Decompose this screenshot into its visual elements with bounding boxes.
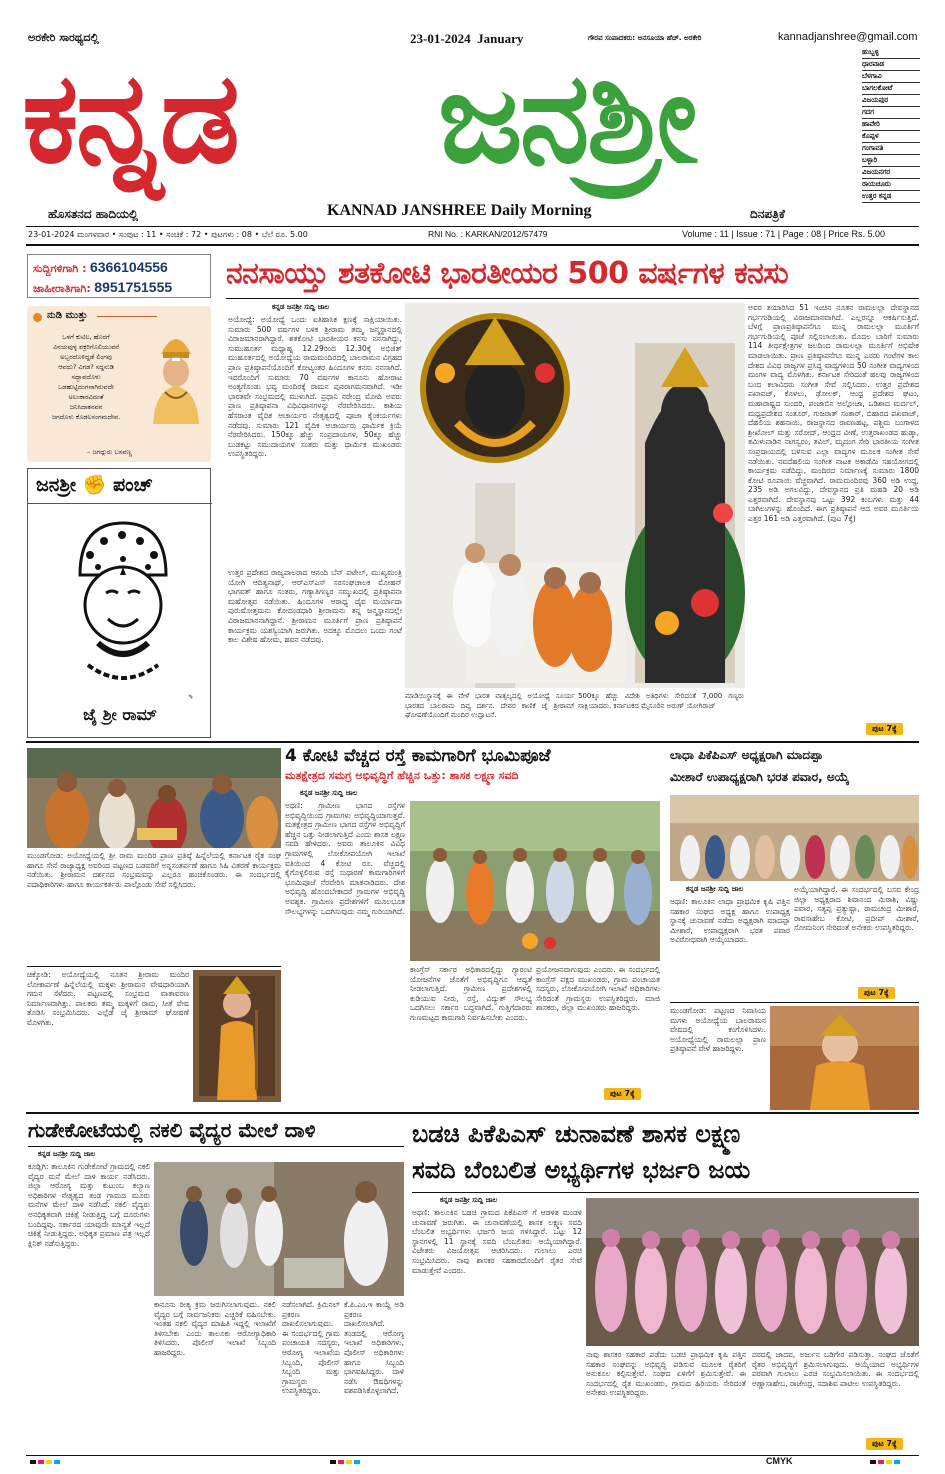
district-item: ಉತ್ತರ ಕನ್ನಡ — [862, 191, 920, 203]
lead-byline: ಕನ್ನಡ ಜನಶ್ರೀ ಸುದ್ದಿ ಜಾಲ — [272, 303, 330, 311]
brief2-text: ಚಿಕ್ಕೋಡಿ: ಅಯೋಧ್ಯೆಯಲ್ಲಿ ನೂತನ ಶ್ರೀರಾಮ ಮಂದಿರ ಲೋಕಾರ್ಪಣೆ ಹಿನ್ನೆಲೆಯಲ್ಲಿ ಮಕ್ಕಳು ಶ್ರೀರಾಮನ ವೇಷಧಾರಿಯಾಗಿ ಗಮನ ಸೆಳೆದರು. ಪಟ್ಟಣದಲ್ಲಿ ಸಂಭ್ರಮದ ವಾತಾವರಣ ನಿರ್ಮಾಣವಾಗಿತ್ತು. ಪಾಲಕರು ತಮ್ಮ ಮಕ್ಕಳಿಗೆ ರಾಮ, ಸೀತೆ ವೇಷ ತೊಡಿಸಿ ಸಂಭ್ರಮಿಸಿದರು. ಎಲ್ಲೆಡೆ ಜೈ ಶ್ರೀರಾಮ್ ಘೋಷಣೆ ಮೊಳಗಿತು. — [27, 970, 189, 1027]
story2-photo — [410, 801, 660, 961]
divider — [26, 741, 919, 743]
masthead-top-left: ಅರಕೇರಿ ಸಾರಥ್ಯದಲ್ಲಿ — [28, 31, 99, 44]
story5-headline-wrap — [412, 1116, 919, 1188]
lead-body-col3: ಅವರ ತಯಾರಿಸಿದ 51 ಇಂಚಿನ ನೂತನ ರಾಮಲಲ್ಲಾ ದೇವಸ್ಥಾನದ ಗರ್ಭಗುಡಿಯಲ್ಲಿ ವಿರಾಜಮಾನವಾಗಿದೆ. ಎಲ್ಲರನ್ನೂ ಆಕರ್ಷಿಸುತ್ತಿದೆ. ಬೆಳಗ್ಗೆ ಪ್ರಾಣಪ್ರತಿಷ್ಠಾಪನೆಗೂ ಮುನ್ನ ರಾಮಲಲ್ಲಾ ಮೂರ್ತಿಗೆ ಗರ್ಭಗುಡಿಯಲ್ಲಿ ಪೂಜೆ ಸಲ್ಲಿಸಲಾಯಿತು. ಮೊದಲ ಬಾರಿಗೆ ಸುಮಾರು 114 ತೀರ್ಥಕ್ಷೇತ್ರಗಳ ಜಲದಿಂದ ರಾಮಲಲ್ಲಾ ಮೂರ್ತಿಗೆ ಅಭಿಷೇಕ ಮಾಡಲಾಯಿತು. ಪ್ರಾಣ ಪ್ರತಿಷ್ಠಾಪನೆಗೂ ಮುನ್ನ ಎರಡು ಗಂಟೆಗಳ ಕಾಲ ದೇಶದ ವಿವಿಧ ರಾಜ್ಯಗಳ ಪ್ರಸಿದ್ಧ ವಾದ್ಯಗಳಿಂದ 50 ಸಂಗೀತ ವಾದ್ಯಗಳಿಂದ ಮಂಗಳ ವಾದ್ಯ ಮೊಳಗಿತು. ಕರ್ನಾಟಕ ಸೇರಿದಂತೆ ಹಲವು ರಾಜ್ಯಗಳಿಂದ ಬಂದ ಕಲಾವಿದರು ಸಂಗೀತ ಸೇವೆ ಸಲ್ಲಿಸಿದರು. ಉತ್ತರ ಪ್ರದೇಶದ ಪಖಾವಜ್, ಕೊಳಲು, ಢೋಲಕ್, ಆಂಧ್ರ ಪ್ರದೇಶದ ಘಟಂ, ಮಹಾರಾಷ್ಟ್ರದ ಸುಂದರಿ, ಪಂಜಾಬಿನ ಅಲ್ಗೋಜಾ, ಒಡಿಶಾದ ಮರ್ದಲ್, ಮಧ್ಯಪ್ರದೇಶದ ಸಂತೂರ್, ಗುಜರಾತ್ ಸಂತಾರ್, ಬಿಹಾರದ ಪಖವಾಜ್, ದೆಹಲಿಯ ಶಹನಾಯಿ, ರಾಜಸ್ಥಾನದ ರಾವಣಹಟ್ಟ, ಪಶ್ಚಿಮ ಬಂಗಾಳದ ಶ್ರೀಖೋಲ್ ಮತ್ತು ಸರೋದ್, ಆಂಧ್ರದ ವೀಣೆ, ಉತ್ತರಾಖಂಡದ ಹುಡ್ಕಾ, ತಮಿಳುನಾಡಿನ ನಾಗಸ್ವರಂ, ತವಿಲ್, ಮೃದಂಗ ಸೇರಿ ಭಾರತೀಯ ಸಂಗೀತ ಸಂಪ್ರದಾಯದಲ್ಲಿ ಬಳಸುವ ಎಲ್ಲಾ ವಾದ್ಯಗಳ ಮೂಲಕ ಸಂಗೀತ ಸೇವೆ ನಡೆಯಿತು. ನವದೆಹಲಿಯ ಸಂಗೀತ ನಾಟಕ ಅಕಾಡೆಮಿ ಸಹಯೋಗದಲ್ಲಿ ಕಾರ್ಯಕ್ರಮ ನಡೆದಿದ್ದು, ಮಂದಿರದ ನಿರ್ಮಾಣಕ್ಕೆ ಸುಮಾರು 1800 ಕೋಟಿ ರೂಪಾಯಿ ವೆಚ್ಚವಾಗಿದೆ. ರಾಮಮಂದಿರವು 360 ಅಡಿ ಉದ್ದ, 235 ಅಡಿ ಅಗಲವಿದ್ದು, ದೇವಸ್ಥಾನದ ಪ್ರತಿ ಮಹಡಿ 20 ಅಡಿ ಎತ್ತರವಾಗಿದೆ. ದೇವಸ್ಥಾನವು ಒಟ್ಟು 392 ಕಂಬಗಳು ಮತ್ತು 44 ಬಾಗಿಲುಗಳನ್ನು ಹೊಂದಿದೆ. ಈಗ ಪ್ರತಿಷ್ಠಾಪನೆ ಆದ ಅವರ ಮೂರ್ತಿಯ ಎತ್ತರ 161 ಅಡಿ ಎತ್ತರವಾಗಿದೆ. (ಪುಟ 7ಕ್ಕೆ) — [748, 303, 919, 524]
story4-byline: ಕನ್ನಡ ಜನಶ್ರೀ ಸುದ್ದಿ ಜಾಲ — [38, 1150, 96, 1158]
lead-more-tag[interactable]: ಪುಟ 7ಕ್ಕೆ — [866, 723, 903, 735]
divider — [28, 503, 212, 504]
quote-title: ನುಡಿ ಮುತ್ತು — [47, 310, 88, 321]
story3-more-tag[interactable]: ಪುಟ 7ಕ್ಕೆ — [858, 987, 895, 999]
masthead-tagline-left: ಹೊಸತನದ ಹಾದಿಯಲ್ಲಿ — [48, 207, 139, 221]
story3-headline-wrap — [670, 744, 919, 788]
lead-body-col1b: ಉತ್ತರ ಪ್ರದೇಶದ ರಾಜ್ಯಪಾಲರಾದ ಆನಂದಿ ಬೆನ್ ಪಟೇಲ್, ಮುಖ್ಯಮಂತ್ರಿ ಯೋಗಿ ಆದಿತ್ಯನಾಥ್, ಆರ್‌ಎಸ್‌ಎಸ್ ಸರಸಂಘಚಾಲಕ ಮೋಹನ್ ಭಾಗವತ್ ಹಾಗೂ ಸಂತರು, ಗಣ್ಯಾತಿಗಣ್ಯರ ಸಮ್ಮುಖದಲ್ಲಿ ಪ್ರತಿಷ್ಠಾಪನಾ ಮಹೋತ್ಸವ ನಡೆಯಿತು. ಹಿಂದೂಗಳ ಆರಾಧ್ಯ ದೈವ ಮರ್ಯಾದಾ ಪುರುಷೋತ್ತಮನು ಕೋದಂಡಧಾರಿ ಶ್ರೀರಾಮನು ತನ್ನ ಜನ್ಮಸ್ಥಾನದಲ್ಲೇ ವಿರಾಜಮಾನನಾಗಿದ್ದಾನೆ. ಶ್ರೀರಾಮನ ಮೂರ್ತಿಗೆ ಪ್ರಾಣ ಪ್ರತಿಷ್ಠಾಪನೆ ಕಾರ್ಯಕ್ರಮ ಯಶಸ್ವಿಯಾಗಿ ಜರುಗಿತು. ಅದಕ್ಕೂ ಮೊದಲು ಒಂದು ಗಂಟೆ ಕಾಲ ವಿಶೇಷ ಹೋಮ, ಹವನ ನಡೆದವು. — [228, 568, 402, 645]
contact-news: ಸುದ್ದಿಗಳಿಗಾಗಿ : 6366104556 — [33, 259, 168, 275]
story3-body-col2: ಅಯ್ಕೆಯಾಗಿದ್ದಾರೆ. ಈ ಸಂದರ್ಭದಲ್ಲಿ ಬಸವ ಕೇಂದ್ರ ಜಿಲ್ಲಾ ಅಧ್ಯಕ್ಷರಾದ ಶಿವಾನಂದ ಮಿರಾಶಿ, ವಿಷ್ಣು ಪವಾರ, ಸತ್ಯಪ್ಪ ಪ್ರತ್ಯುಷ್ಟಾ, ರಾಮಚಂದ್ರ ಮೀಶಾರೆ, ರಾವಸಾಹೇಬ ಕೋಟಿ, ಪ್ರದೀಪ್ ಮೀಶಾರೆ, ಸೋಮನಿಂಗ ಸೇರಿದಂತೆ ಅನೇಕರು ಉಪಸ್ಥಿತರಿದ್ದರು. — [794, 885, 919, 933]
lead-body-col1: ಅಯೋಧ್ಯೆ: ಅಯೋಧ್ಯೆ ಒಂದು ಐತಿಹಾಸಿಕ ಕ್ಷಣಕ್ಕೆ ಸಾಕ್ಷಿಯಾಯಿತು. ಸುಮಾರು 500 ವರ್ಷಗಳ ಬಳಿಕ ಶ್ರೀರಾಮ ತಮ್ಮ ಜನ್ಮಸ್ಥಾನದಲ್ಲಿ ವಿರಾಜಮಾನರಾಗಿದ್ದಾರೆ. ಶತಕೋಟಿ ಭಾರತೀಯರ ಕನಸು ನನಸಾಗಿದ್ದು, ಸುಮುಹೂರ್ತ ಮಧ್ಯಾಹ್ನ 12.29ರಿಂದ 12.30ಕ್ಕೆ ಅಭಿಜಿತ್ ಮುಹೂರ್ತದಲ್ಲಿ ಅಯೋಧ್ಯೆಯ ರಾಮಮಂದಿರದಲ್ಲಿ ಬಾಲರಾಮನ ವಿಗ್ರಹದ ಪ್ರಾಣ ಪ್ರತಿಷ್ಠಾಪನೆಯೊಂದಿಗೆ ಕೋಟ್ಯಂತರ ಹಿಂದೂಗಳ ಕನಸು ನನಸಾಗಿದೆ. ಇದರೊಂದಿಗೆ ಸುಮಾರು 70 ವರ್ಷಗಳ ಕಾನೂನು ಹೋರಾಟ ಅಂತ್ಯಗೊಂಡು ಭವ್ಯ ಮಂದಿರಕ್ಕೆ ರಾಮನ ಪುನರಾಗಮನವಾಗಿದೆ. ಇಡೀ ಭಾರತವೇ ಸಂಭ್ರಮದಲ್ಲಿ ಮುಳುಗಿದೆ. ಪ್ರಧಾನಿ ನರೇಂದ್ರ ಮೋದಿ ಅವರು ಪ್ರಾಣ ಪ್ರತಿಷ್ಠಾಪನಾ ವಿಧಿವಿಧಾನಗಳನ್ನು ನೆರವೇರಿಸಿದರು. ಕಾಶಿಯ ಹೆಸರಾಂತ ವೈದಿಕ ಆಚಾರ್ಯರ ನೇತೃತ್ವದಲ್ಲಿ ಪೂಜಾ ಕೈಂಕರ್ಯಗಳು ನಡೆದವು. ಸುಮಾರು 121 ವೈದಿಕ ಆಚಾರ್ಯರು ಧಾರ್ಮಿಕ ಕ್ರಿಯೆ ನೆರವೇರಿಸಿದರು. 150ಕ್ಕೂ ಹೆಚ್ಚು ಸಂಪ್ರದಾಯಗಳ, 50ಕ್ಕೂ ಹೆಚ್ಚು ಬುಡಕಟ್ಟು ಸಮುದಾಯಗಳ ಸಂತರು ಮತ್ತು ಧಾರ್ಮಿಕ ಮುಖಂಡರು ಉಪಸ್ಥಿತರಿದ್ದರು. — [228, 315, 402, 459]
brief3-photo — [770, 1006, 919, 1110]
district-item: ಗದಗ — [862, 107, 920, 119]
masthead-title-red: ಕನ್ನಡ — [22, 44, 238, 191]
lead-headline: ನನಸಾಯ್ತು ಶತಕೋಟಿ ಭಾರತೀಯರ 500 ವರ್ಷಗಳ ಕನಸು — [226, 256, 789, 291]
story2-body-col2: ಕಾಂಗ್ರೆಸ್ ಸರ್ಕಾರ ಅಧಿಕಾರದಲ್ಲಿದ್ದು ಗ್ಯಾರಂಟಿ ಯೋಜನೆಗಳ ಜೊತೆಗೆ ಅಭಿವೃದ್ಧಿಗೂ ಆದ್ಯತೆ ನೀಡಲಾಗುತ್ತಿದೆ. ಗ್ರಾಮೀಣ ಪ್ರದೇಶಗಳಲ್ಲಿ ಕುಡಿಯುವ ನೀರು, ರಸ್ತೆ, ವಿದ್ಯುತ್ ಸೌಲಭ್ಯ ಒದಗಿಸಲು ಸರ್ಕಾರ ಬದ್ಧವಾಗಿದೆ. ಗುತ್ತಿಗೆದಾರರು ಗುಣಮಟ್ಟದ ಕಾಮಗಾರಿ ನಿರ್ವಹಿಸಬೇಕು ಎಂದರು. — [410, 965, 532, 1022]
story5-byline: ಕನ್ನಡ ಜನಶ್ರೀ ಸುದ್ದಿ ಜಾಲ — [440, 1196, 498, 1204]
brief2-photo — [193, 970, 281, 1102]
lead-caption-left: ಮಾಡಿಯಿಸ್ಥಾನಕ್ಕೆ ಈ ವೇಳೆ ಭಾರತ ವಾತ್ಸಲ್ಯದಲ್ಲಿ ಅಯೋಧ್ಯೆ ಸೂರ್ಯ ಭಾರತದ ಬಾಲರಾಮ ದಿವ್ಯ ದರ್ಶನ. ದೇವರ ಕಾಣಿಕೆ ಜೈ ಶ್ರೀರಾಮ್ ಘೋಷಣೆಯೊಂದಿಗೆ ಮಂದಿರ ಉದ್ಘಾಟನೆ. — [405, 692, 575, 720]
district-item: ಕೊಪ್ಪಳ — [862, 131, 920, 143]
brief3-text: ಮುಂಡಗೋಡ: ಪಟ್ಟಣದ ನಿವಾಸಿಯ ಮಗಳು ಅಯೋಧ್ಯೆಯ ಬಾಲರಾಮನ ವೇಷದಲ್ಲಿ ಕಂಗೊಳಿಸಿದಳು. ಅಯೋಧ್ಯೆಯಲ್ಲಿ ರಾಮಲಲ್ಲಾ ಪ್ರಾಣ ಪ್ರತಿಷ್ಠಾಪನೆ ವೇಳೆ ಹಾಜರಿದ್ದಳು. — [670, 1006, 766, 1054]
quote-box — [27, 306, 211, 462]
quote-lines: ಒಳಗೆ ಕುಟಿಲ, ಹೊರಗೆ ವಿನಯವುಳ್ಳ ವಕ್ರರಿಗೊಲಿಯುವನೆ ಅಬ್ಬರದೊಳಿದ್ದಡೆ ಲಿಂಗವು ಆವದು? ವಿಗಡ? ಸದ್ದನುಡಿ ಸದ್ಭಾವದೊಳು ಒಡಹುಟ್ಟಿದಂಗನಾಗಿರುವದೇ ಅಲಂಕಾರವಿದಂತೆ ಜನಿಸಿದಾತನವನ ಜಗದೊಳು ಕೊಡಲಸಂಗಮದೇವ. — [51, 333, 121, 421]
story3-headline-2: ಮೀಶಾರೆ ಉಪಾಧ್ಯಕ್ಷರಾಗಿ ಭರತ ಪವಾರ, ಅಯ್ಕೆ — [670, 770, 850, 784]
story3-body-col1: ಅಥಣಿ: ತಾಲೂಕಿನ ಲಾಧಾ ಪ್ರಾಥಮಿಕ ಕೃಷಿ ಪತ್ತಿನ ಸಹಕಾರ ಸಂಘದ ಅಧ್ಯಕ್ಷ ಹಾಗೂ ಉಪಾಧ್ಯಕ್ಷ ಸ್ಥಾನಕ್ಕೆ ಚುನಾವಣೆ ನಡೆದು ಅಧ್ಯಕ್ಷರಾಗಿ ಮಾದಪ್ಪಾ ಮೀಶಾರೆ, ಉಪಾಧ್ಯಕ್ಷರಾಗಿ ಭರತ ಪವಾರ ಅವಿರೋಧವಾಗಿ ಆಯ್ಕೆಯಾದರು. — [670, 897, 790, 945]
cmyk-label: CMYK — [766, 1456, 793, 1466]
masthead-editor: ಗೌರವ ಸಂಪಾದಕರು: ಅನಸೂಯಾ ಹೆಚ್. ಅರಕೇರಿ — [588, 34, 702, 42]
cartoon-signature: ✎ — [187, 692, 194, 699]
story4-headline: ಗುಡೇಕೋಟೆಯಲ್ಲಿ ನಕಲಿ ವೈದ್ಯರ ಮೇಲೆ ದಾಳಿ — [28, 1118, 316, 1142]
story5-headline-1: ಬಡಚಿ ಪಿಕೆಪಿಎಸ್ ಚುನಾವಣೆ ಶಾಸಕ ಲಕ್ಷ್ಮಣ — [412, 1120, 741, 1148]
lead-photo — [405, 303, 745, 688]
story2-subhead: ಮತಕ್ಷೇತ್ರದ ಸಮಗ್ರ ಅಭಿವೃದ್ಧಿಗೆ ಹೆಚ್ಚಿನ ಒತ್ತು: ಶಾಸಕ ಲಕ್ಷ್ಮಣ ಸವದಿ — [285, 769, 519, 782]
district-item: ಧಾರವಾಡ — [862, 59, 920, 71]
story2-headline-wrap — [285, 744, 665, 784]
contact-box — [27, 254, 211, 298]
story2-body-col1: ಅಥಣಿ: ಗ್ರಾಮೀಣ ಭಾಗದ ರಸ್ತೆಗಳ ಅಭಿವೃದ್ಧಿಯಿಂದ ಗ್ರಾಮಗಳು ಅಭಿವೃದ್ಧಿಯಾಗುತ್ತವೆ. ಮತಕ್ಷೇತ್ರದ ಗ್ರಾಮೀಣ ಭಾಗದ ರಸ್ತೆಗಳ ಅಭಿವೃದ್ಧಿಗೆ ಹೆಚ್ಚಿನ ಒತ್ತು ನೀಡಲಾಗುತ್ತಿದೆ ಎಂದು ಶಾಸಕ ಲಕ್ಷ್ಮಣ ಸವದಿ ಹೇಳಿದರು. ಅವರು ತಾಲೂಕಿನ ವಿವಿಧ ಗ್ರಾಮಗಳಲ್ಲಿ ಲೋಕೋಪಯೋಗಿ ಇಲಾಖೆ ವತಿಯಿಂದ 4 ಕೋಟಿ ರೂ. ವೆಚ್ಚದಲ್ಲಿ ಕೈಗೊಳ್ಳಲಿರುವ ರಸ್ತೆ ಸುಧಾರಣೆ ಕಾಮಗಾರಿಗಳಿಗೆ ಭೂಮಿಪೂಜೆ ನೆರವೇರಿಸಿ ಮಾತನಾಡಿದರು. ದೇಶ ಅಭಿವೃದ್ಧಿ ಹೊಂದಬೇಕಾದರೆ ಗ್ರಾಮಗಳ ಅಭಿವೃದ್ಧಿ ಅವಶ್ಯಕ. ಗ್ರಾಮೀಣ ಪ್ರದೇಶಗಳಿಗೆ ಮೂಲಭೂತ ಸೌಲಭ್ಯಗಳನ್ನು ಒದಗಿಸುವುದು ನಮ್ಮ ಗುರಿಯಾಗಿದೆ. — [285, 801, 405, 916]
story5-more-tag[interactable]: ಪುಟ 7ಕ್ಕೆ — [866, 1438, 903, 1450]
story5-body-col3: ದರದಲ್ಲಿ ಜಾದವ, ಅರ್ಜುನ ಬಡಿಗೇರ ಪಡಿಸುತ್ತಾ. ಸಂಘದ ಜೊತೆಗೆ ರೈತರ ಅಭಿವೃದ್ಧಿಗೆ ಶ್ರಮಿಸಲಾಗುವುದು. ಆಯ್ಕೆಯಾದ ಅಭ್ಯರ್ಥಿಗಳ ಪರವಾಗಿ ಗುಲಾಲು ಎರಚಿ ಸಂಭ್ರಮಿಸಲಾಯಿತು. ಈ ಸಂದರ್ಭದಲ್ಲಿ ಅಣ್ಣಾಸಾಹೇಬ, ರಾಜೇಂದ್ರ, ಸದಾಶಿವ ಪಾಟೀಲ ಉಪಸ್ಥಿತರಿದ್ದರು. — [752, 1350, 919, 1388]
story3-photo — [670, 795, 919, 881]
district-item: ವಿಜಯನಗರ — [862, 167, 920, 179]
bullet-icon — [33, 313, 42, 322]
story4-body-col3: ನಡೆಸಲಾಗಿದೆ. ಕ್ರಿಮಿನಲ್ ಪ್ರಕರಣ ದಾಖಲಿಸಲಾಗುವುದು. ಈ ಸಂದರ್ಭದಲ್ಲಿ ಗ್ರಾಮ ಪಂಚಾಯತಿ ಸದಸ್ಯರು, ಆರೋಗ್ಯ ಇಲಾಖೆಯ ಸಿಬ್ಬಂದಿ, ಪೊಲೀಸ್ ಸಿಬ್ಬಂದಿ ಮತ್ತು ಗ್ರಾಮಸ್ಥರು ಉಪಸ್ಥಿತರಿದ್ದರು. — [282, 1300, 340, 1396]
story3-headline-1: ಲಾಧಾ ಪಿಕೆಪಿಎಸ್ ಅಧ್ಯಕ್ಷರಾಗಿ ಮಾದಪ್ಪಾ — [670, 748, 823, 762]
story5-photo — [586, 1198, 919, 1346]
story4-body-col1: ಕೂಡ್ಲಿಗಿ: ತಾಲೂಕಿನ ಗುಡೇಕೋಟೆ ಗ್ರಾಮದಲ್ಲಿ ನಕಲಿ ವೈದ್ಯರ ಮನೆ ಮೇಲೆ ದಾಳಿ ಕಾರ್ಯ ನಡೆಸಿದರು. ಜಿಲ್ಲಾ ಆರೋಗ್ಯ ಮತ್ತು ಕುಟುಂಬ ಕಲ್ಯಾಣ ಅಧಿಕಾರಿಗಳ ನೇತೃತ್ವದ ತಂಡ ಗ್ರಾಮದ ಮೂರು ಮನೆಗಳ ಮೇಲೆ ದಾಳಿ ನಡೆಸಿದೆ. ನಕಲಿ ವೈದ್ಯರು ಅನಧಿಕೃತವಾಗಿ ಚಿಕಿತ್ಸೆ ನೀಡುತ್ತಿದ್ದ ಬಗ್ಗೆ ದೂರುಗಳು ಬಂದಿದ್ದವು. ಸರ್ಕಾರದ ಯಾವುದೇ ಮಾನ್ಯತೆ ಇಲ್ಲದೆ ಚಿಕಿತ್ಸೆ ನೀಡುತ್ತಿದ್ದರು. ಅಧಿಕೃತ ಪ್ರಮಾಣ ಪತ್ರ ಇಲ್ಲದೆ ಕ್ಲಿನಿಕ್ ನಡೆಸುತ್ತಿದ್ದರು. — [28, 1162, 150, 1248]
masthead-tagline-right: ದಿನಪತ್ರಿಕೆ — [750, 207, 785, 221]
district-list — [862, 47, 920, 203]
color-bar-left — [30, 1460, 60, 1464]
divider — [27, 966, 281, 967]
divider — [26, 226, 919, 227]
masthead-email[interactable]: kannadjanshree@gmail.com — [778, 31, 918, 43]
masthead-english-name: KANNAD JANSHREE Daily Morning — [327, 202, 592, 219]
story5-headline-2: ಸವದಿ ಬೆಂಬಲಿತ ಅಭ್ಯರ್ಥಿಗಳ ಭರ್ಜರಿ ಜಯ — [412, 1156, 751, 1184]
masthead-date: 23-01-2024 January — [410, 31, 524, 46]
district-item: ವಿಜಯಪುರ — [862, 95, 920, 107]
district-item: ಬಳ್ಳಾರಿ — [862, 155, 920, 167]
story5-body-col2: ನಾವು ಶಾಸಕರ ಸಹಕಾರ ಪಡೆದು ಬಡಚಿ ಪ್ರಾಥಮಿಕ ಕೃಷಿ ಪತ್ತಿನ ಸಹಕಾರ ಸಂಘವನ್ನು ಅಭಿವೃದ್ಧಿ ಪಡಿಸುವ ಮೂಲಕ ರೈತರಿಗೆ ಅನುಕೂಲ ಕಲ್ಪಿಸುತ್ತೇವೆ. ಸಂಘದ ಏಳಿಗೆಗೆ ಶ್ರಮಿಸುತ್ತೇವೆ. ಈ ಸಂದರ್ಭದಲ್ಲಿ ರೈತ ಮುಖಂಡರು, ಗ್ರಾಮದ ಹಿರಿಯರು ಸೇರಿದಂತೆ ಅನೇಕರು ಉಪಸ್ಥಿತರಿದ್ದರು. — [586, 1350, 746, 1398]
story2-body-col3: ಪ್ರಯೋಜನವಾಗುವುದು ಎಂದರು. ಈ ಸಂದರ್ಭದಲ್ಲಿ ಕಾಂಗ್ರೆಸ್ ಪಕ್ಷದ ಮುಖಂಡರು, ಗ್ರಾಮ ಪಂಚಾಯತ ಸದಸ್ಯರು, ಲೋಕೋಪಯೋಗಿ ಇಲಾಖೆ ಅಧಿಕಾರಿಗಳು ಸೇರಿದಂತೆ ಗ್ರಾಮಸ್ಥರು ಉಪಸ್ಥಿತರಿದ್ದರು. ಮಾಜಿ ಶಾಸಕರು, ಜಿಲ್ಲಾ ಮುಖಂಡರು ಹಾಜರಿದ್ದರು. — [536, 965, 660, 1013]
masthead-title-green: ಜನಶ್ರೀ — [438, 44, 695, 191]
district-item: ಗಂಗಾವತಿ — [862, 143, 920, 155]
brief1-text: ಮುಂಡಗೋಡ: ಅಯೋಧ್ಯೆಯಲ್ಲಿ ಶ್ರೀ ರಾಮ ಮಂದಿರ ಪ್ರಾಣ ಪ್ರತಿಷ್ಠೆ ಹಿನ್ನೆಲೆಯಲ್ಲಿ ಕರ್ನಾಟಕ ರೈತ ಸಂಘ ಹಾಗೂ ಸೇನೆ ರಾಜ್ಯಾಧ್ಯಕ್ಷ ಅವರಿಂದ ಪಟ್ಟಣದ ಬಡವರಿಗೆ ಅನ್ನಸಂತರ್ಪಣೆ ಹಾಗೂ ಸಿಹಿ ವಿತರಣೆ ಕಾರ್ಯಕ್ರಮ ನಡೆಯಿತು. ಶ್ರೀರಾಮನ ದರ್ಶನದ ಸಂಭ್ರಮವನ್ನು ಎಲ್ಲರೂ ಹಂಚಿಕೊಂಡರು. ಈ ಸಂದರ್ಭದಲ್ಲಿ ಪದಾಧಿಕಾರಿಗಳು ಹಾಗೂ ಕಾರ್ಯಕರ್ತರು ಪಾಲ್ಗೊಂಡು ಸೇವೆ ಸಲ್ಲಿಸಿದರು. — [27, 851, 281, 889]
district-item: ರಾಯಚೂರು — [862, 179, 920, 191]
divider — [412, 1192, 919, 1193]
divider — [28, 1146, 404, 1147]
lead-headline-wrap — [226, 253, 919, 297]
punch-caption: ಜೈ ಶ್ರೀ ರಾಮ್ — [83, 705, 157, 724]
punch-box — [27, 468, 211, 738]
divider — [26, 1112, 919, 1114]
story3-byline: ಕನ್ನಡ ಜನಶ್ರೀ ಸುದ್ದಿ ಜಾಲ — [686, 885, 744, 893]
district-item: ಹಾವೇರಿ — [862, 119, 920, 131]
info-bar-right: Volume : 11 | Issue : 71 | Page : 08 | Price Rs. 5.00 — [682, 229, 885, 239]
cartoon-drawing — [58, 515, 188, 695]
divider — [26, 244, 919, 246]
district-item: ಹುಬ್ಬಳ್ಳಿ — [862, 47, 920, 59]
story4-body-col4: ಕೆ.ಪಿ.ಎಂ.ಇ ಕಾಯ್ದೆ ಅಡಿ ಪ್ರಕರಣ ದಾಖಲಿಸಲಾಗಿದೆ. ತಂಡದಲ್ಲಿ ಆರೋಗ್ಯ ಇಲಾಖೆ ಅಧಿಕಾರಿಗಳು, ಪೊಲೀಸ್ ಅಧಿಕಾರಿಗಳು ಹಾಗೂ ಸಿಬ್ಬಂದಿ ಭಾಗವಹಿಸಿದ್ದರು. ದಾಳಿ ನಡೆಸಿ ಔಷಧಿಗಳನ್ನು ವಶಪಡಿಸಿಕೊಳ್ಳಲಾಗಿದೆ. — [344, 1300, 404, 1396]
info-bar-rni: RNI No. : KARKAN/2012/57479 — [428, 229, 548, 239]
quote-author: – ಜಗದ್ಗುರು ಬಸವಣ್ಣ — [87, 448, 132, 456]
story2-more-tag[interactable]: ಪುಟ 7ಕ್ಕೆ — [604, 1088, 641, 1100]
punch-title: ಜನಶ್ರೀ ✊ ಪಂಚ್ — [36, 474, 153, 496]
story4-body-col2: ಕಾನೂನು ರೀತ್ಯ ಕ್ರಮ ಜರುಗಿಸಲಾಗುವುದು. ನಕಲಿ ವೈದ್ಯರ ಬಗ್ಗೆ ಸಾರ್ವಜನಿಕರು ಎಚ್ಚರಿಕೆ ವಹಿಸಬೇಕು. ಇಂತಹ ನಕಲಿ ವೈದ್ಯರ ಮಾಹಿತಿ ಇದ್ದಲ್ಲಿ ಇಲಾಖೆಗೆ ತಿಳಿಸಬೇಕು ಎಂದು ತಾಲೂಕು ಆರೋಗ್ಯಾಧಿಕಾರಿ ತಿಳಿಸಿದರು. ಪೊಲೀಸ್ ಇಲಾಖೆ ಸಿಬ್ಬಂದಿ ಹಾಜರಿದ್ದರು. — [154, 1300, 276, 1357]
district-item: ಬೆಳಗಾವಿ — [862, 71, 920, 83]
story2-headline: 4 ಕೋಟಿ ವೆಚ್ಚದ ರಸ್ತೆ ಕಾಮಗಾರಿಗೆ ಭೂಮಿಪೂಜೆ — [285, 746, 551, 766]
story4-photo — [154, 1162, 404, 1296]
lead-caption-right: 500ಕ್ಕೂ ಹೆಚ್ಚು ವಿದೇಶಿ ಅತಿಥಿಗಳು ಸೇರಿದಂತೆ 7,000 ಗಣ್ಯರು ಸಾಕ್ಷಿಯಾದರು. ಕರ್ನಾಟಕದ ಮೈಸೂರಿನ ಅರುಣ್ ಯೋಗಿರಾಜ್ — [578, 692, 744, 710]
divider — [670, 1002, 919, 1003]
info-bar-left: 23-01-2024 ಮಂಗಳವಾರ • ಸಂಪುಟ : 11 • ಸಂಚಿಕೆ : 72 • ಪುಟಗಳು : 08 • ಬೆಲೆ ರೂ. 5.00 — [28, 230, 308, 239]
contact-ads: ಜಾಹೀರಾತಿಗಾಗಿ: 8951751555 — [33, 279, 173, 295]
color-bar-mid — [330, 1460, 360, 1464]
color-bar-right — [870, 1460, 900, 1464]
divider — [226, 298, 919, 299]
divider — [97, 316, 157, 317]
basavanna-portrait — [145, 324, 207, 424]
story5-body-col1: ಅಥಣಿ: ತಾಲೂಕಿನ ಬಡಚಿ ಗ್ರಾಮದ ಪಿಕೆಪಿಎಸ್ ಗೆ ಆಡಳಿತ ಮಂಡಳಿ ಚುನಾವಣೆ ಜರುಗಿತು. ಈ ಚುನಾವಣೆಯಲ್ಲಿ ಶಾಸಕ ಲಕ್ಷ್ಮಣ ಸವದಿ ಬೆಂಬಲಿತ ಅಭ್ಯರ್ಥಿಗಳು ಭರ್ಜರಿ ಜಯ ಗಳಿಸಿದ್ದಾರೆ. ಒಟ್ಟು 12 ಸ್ಥಾನಗಳಲ್ಲಿ 11 ಸ್ಥಾನಕ್ಕೆ ಸವದಿ ಬೆಂಬಲಿತರು ಆಯ್ಕೆಯಾಗಿದ್ದಾರೆ. ವಿಜೇತರು ವಿಜಯೋತ್ಸವ ಆಚರಿಸಿದರು. ಗುಲಾಲು ಎರಚಿ ಸಂಭ್ರಮಿಸಿದರು. ನಾವು ಶಾಸಕರ ಸಹಕಾರದೊಂದಿಗೆ ರೈತರ ಸೇವೆ ಮಾಡುತ್ತೇವೆ ಎಂದರು. — [412, 1208, 582, 1275]
district-item: ಬಾಗಲಕೋಟೆ — [862, 83, 920, 95]
story2-byline: ಕನ್ನಡ ಜನಶ್ರೀ ಸುದ್ದಿ ಜಾಲ — [300, 789, 358, 797]
brief1-photo — [27, 748, 281, 848]
